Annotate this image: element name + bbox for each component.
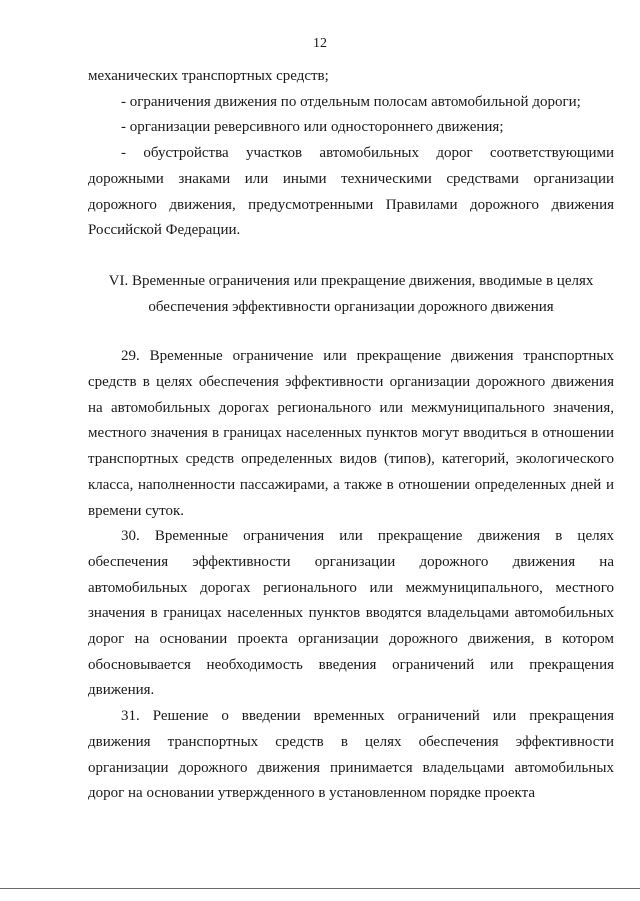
section-heading-line-1: VI. Временные ограничения или прекращение движения, вводимые в целях — [108, 272, 594, 289]
list-item-reversible-traffic: - организации реверсивного или одностороннего движения; — [121, 119, 504, 136]
page-content — [88, 64, 614, 807]
list-item-road-signs: - обустройства участков автомобильных дорог соответствующими дорожными знаками или иными техническими средствами организации дорожного движения, предусмотренными Правилами дорожного движения Российской Федерации. — [88, 145, 614, 239]
list-item-lane-restriction: - ограничения движения по отдельным полосам автомобильной дороги; — [121, 93, 581, 110]
paragraph-31: 31. Решение о введении временных ограничений или прекращения движения транспортных средств в целях обеспечения эффективности организации дорожного движения принимается владельцами автомобильных дорог на основании утвержденного в установленном порядке проекта — [88, 708, 614, 802]
scan-bottom-edge — [0, 888, 640, 889]
list-continuation-line: механических транспортных средств; — [88, 68, 329, 84]
page-number: 12 — [313, 36, 327, 51]
section-heading — [88, 269, 614, 320]
paragraph-30: 30. Временные ограничения или прекращение движения в целях обеспечения эффективности организации дорожного движения на автомобильных дорогах регионального или межмуниципального, местного значения в границах населенных пунктов вводятся владельцами автомобильных дорог на основании проекта организации дорожного движения, в котором обосновывается необходимость введения ограничений или прекращения движения. — [88, 528, 614, 699]
paragraph-29: 29. Временные ограничение или прекращение движения транспортных средств в целях обеспечения эффективности организации дорожного движения на автомобильных дорогах регионального или межмуниципального значения, местного значения в границах населенных пунктов могут вводиться в отношении транспортных средств определенных видов (типов), категорий, экологического класса, наполненности пассажирами, а также в отношении определенных дней и времени суток. — [88, 348, 614, 519]
section-heading-line-2: обеспечения эффективности организации дорожного движения — [148, 298, 554, 315]
